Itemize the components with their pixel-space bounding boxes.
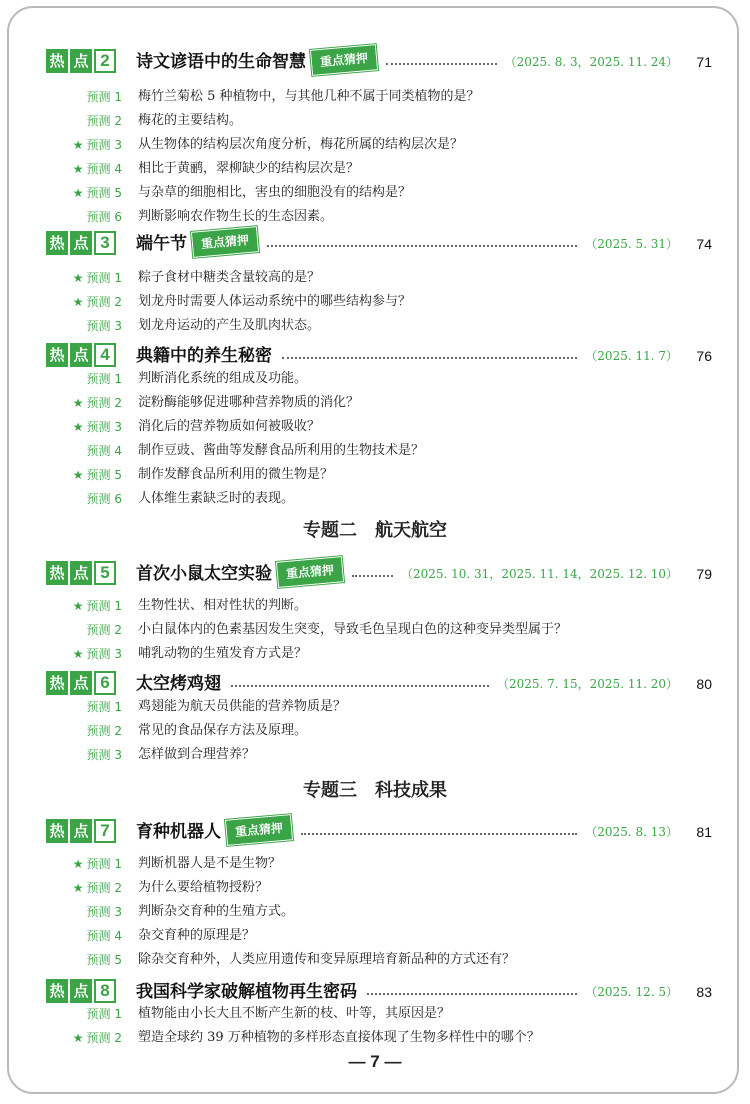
prediction-item[interactable] xyxy=(60,1027,720,1049)
prediction-label xyxy=(60,925,122,947)
badge-dian: 点 xyxy=(70,231,92,255)
dot-leader xyxy=(367,978,577,995)
prediction-text: 怎样做到合理营养？ xyxy=(138,747,256,762)
star-icon: ★ xyxy=(72,857,84,871)
prediction-label xyxy=(60,315,122,337)
prediction-item[interactable] xyxy=(60,110,720,132)
hot-topic-title xyxy=(136,560,342,588)
hot-topic-header[interactable] xyxy=(46,670,712,698)
prediction-item[interactable] xyxy=(60,643,720,665)
hot-topic-header[interactable] xyxy=(46,978,712,1006)
badge-number: 2 xyxy=(94,49,116,73)
prediction-label-text: 预测 3 xyxy=(86,748,122,762)
prediction-label-text: 预测 3 xyxy=(86,319,122,333)
prediction-item[interactable] xyxy=(60,315,720,337)
badge-number: 8 xyxy=(94,979,116,1003)
hot-topic-header[interactable] xyxy=(46,230,712,258)
prediction-text: 梅花的主要结构。 xyxy=(138,113,243,128)
prediction-label xyxy=(60,86,122,108)
star-icon: ★ xyxy=(72,295,84,309)
hot-topic-title-text: 诗文谚语中的生命智慧 xyxy=(136,52,306,72)
prediction-label xyxy=(60,595,122,617)
hot-topic-badge xyxy=(46,561,116,585)
badge-re: 热 xyxy=(46,979,68,1003)
prediction-text: 为什么要给植物授粉？ xyxy=(138,880,269,895)
badge-dian: 点 xyxy=(70,49,92,73)
key-prediction-stamp: 重点猜押 xyxy=(226,815,292,844)
prediction-label xyxy=(60,267,122,289)
prediction-label xyxy=(60,1027,122,1049)
hot-topic-title xyxy=(136,342,272,370)
prediction-text: 植物能由小长大且不断产生新的枝、叶等，其原因是？ xyxy=(138,1006,451,1021)
star-icon: ★ xyxy=(72,420,84,434)
hot-topic-header[interactable] xyxy=(46,342,712,370)
page-ref[interactable]: 71 xyxy=(696,54,712,70)
prediction-item[interactable] xyxy=(60,86,720,108)
prediction-label-text: 预测 3 xyxy=(86,905,122,919)
hot-topic-header[interactable] xyxy=(46,48,712,76)
prediction-label xyxy=(60,949,122,971)
prediction-item[interactable] xyxy=(60,720,720,742)
prediction-item[interactable] xyxy=(60,744,720,766)
prediction-item[interactable] xyxy=(60,267,720,289)
prediction-label xyxy=(60,720,122,742)
badge-dian: 点 xyxy=(70,343,92,367)
hot-topic-title-text: 育种机器人 xyxy=(136,822,221,842)
star-icon: ★ xyxy=(72,396,84,410)
topic-heading: 专题三 科技成果 xyxy=(303,780,447,801)
prediction-label-text: 预测 3 xyxy=(86,138,122,152)
page-ref[interactable]: 80 xyxy=(696,676,712,692)
exam-dates: （2025. 7. 15，2025. 11. 20） xyxy=(496,677,678,691)
prediction-label-text: 预测 4 xyxy=(86,444,122,458)
prediction-label-text: 预测 5 xyxy=(86,468,122,482)
prediction-text: 哺乳动物的生殖发育方式是？ xyxy=(138,646,308,661)
prediction-text: 杂交育种的原理是？ xyxy=(138,928,256,943)
badge-dian: 点 xyxy=(70,671,92,695)
prediction-label xyxy=(60,110,122,132)
page-ref[interactable]: 76 xyxy=(696,348,712,364)
prediction-text: 与杂草的细胞相比，害虫的细胞没有的结构是？ xyxy=(138,185,412,200)
prediction-label xyxy=(60,291,122,313)
prediction-label-text: 预测 2 xyxy=(86,881,122,895)
hot-topic-title xyxy=(136,48,376,76)
prediction-label-text: 预测 2 xyxy=(86,1031,122,1045)
prediction-label-text: 预测 5 xyxy=(86,953,122,967)
hot-topic-badge xyxy=(46,231,116,255)
prediction-label-text: 预测 2 xyxy=(86,114,122,128)
prediction-label xyxy=(60,744,122,766)
prediction-label xyxy=(60,392,122,414)
hot-topic-badge xyxy=(46,343,116,367)
prediction-label-text: 预测 2 xyxy=(86,623,122,637)
dot-leader xyxy=(301,818,577,835)
prediction-label-text: 预测 1 xyxy=(86,700,122,714)
hot-topic-title-text: 我国科学家破解植物再生密码 xyxy=(136,982,357,1002)
prediction-label-text: 预测 1 xyxy=(86,1007,122,1021)
star-icon: ★ xyxy=(72,138,84,152)
prediction-label xyxy=(60,206,122,228)
prediction-text: 划龙舟时需要人体运动系统中的哪些结构参与？ xyxy=(138,294,412,309)
prediction-label xyxy=(60,901,122,923)
dot-leader xyxy=(267,230,577,247)
badge-dian: 点 xyxy=(70,819,92,843)
page-number: — 7 — xyxy=(348,1052,402,1071)
prediction-label-text: 预测 4 xyxy=(86,162,122,176)
badge-number: 3 xyxy=(94,231,116,255)
prediction-item[interactable] xyxy=(60,925,720,947)
hot-topic-title xyxy=(136,978,357,1006)
hot-topic-badge xyxy=(46,819,116,843)
prediction-text: 判断机器人是不是生物？ xyxy=(138,856,282,871)
prediction-label xyxy=(60,643,122,665)
badge-number: 4 xyxy=(94,343,116,367)
badge-re: 热 xyxy=(46,819,68,843)
prediction-text: 塑造全球约 39 万种植物的多样形态直接体现了生物多样性中的哪个？ xyxy=(138,1030,540,1045)
prediction-label xyxy=(60,182,122,204)
prediction-text: 小白鼠体内的色素基因发生突变，导致毛色呈现白色的这种变异类型属于？ xyxy=(138,622,568,637)
prediction-label xyxy=(60,416,122,438)
page-ref[interactable]: 79 xyxy=(696,566,712,582)
prediction-text: 判断影响农作物生长的生态因素。 xyxy=(138,209,334,224)
prediction-label xyxy=(60,619,122,641)
prediction-label xyxy=(60,488,122,510)
prediction-label-text: 预测 5 xyxy=(86,186,122,200)
prediction-item[interactable] xyxy=(60,595,720,617)
prediction-label-text: 预测 4 xyxy=(86,929,122,943)
prediction-label xyxy=(60,134,122,156)
prediction-text: 淀粉酶能够促进哪种营养物质的消化？ xyxy=(138,395,360,410)
star-icon: ★ xyxy=(72,186,84,200)
hot-topic-badge xyxy=(46,49,116,73)
star-icon: ★ xyxy=(72,271,84,285)
prediction-text: 生物性状、相对性状的判断。 xyxy=(138,598,308,613)
prediction-label-text: 预测 1 xyxy=(86,857,122,871)
prediction-label-text: 预测 2 xyxy=(86,295,122,309)
prediction-text: 鸡翅能为航天员供能的营养物质是？ xyxy=(138,699,347,714)
hot-topic-title-text: 典籍中的养生秘密 xyxy=(136,346,272,366)
hot-topic-badge xyxy=(46,979,116,1003)
badge-re: 热 xyxy=(46,671,68,695)
star-icon: ★ xyxy=(72,162,84,176)
badge-re: 热 xyxy=(46,343,68,367)
prediction-label-text: 预测 2 xyxy=(86,396,122,410)
hot-topic-header[interactable] xyxy=(46,818,712,846)
page-ref[interactable]: 83 xyxy=(696,984,712,1000)
prediction-text: 相比于黄鹂，翠柳缺少的结构层次是？ xyxy=(138,161,360,176)
exam-dates: （2025. 10. 31，2025. 11. 14，2025. 12. 10） xyxy=(400,567,678,581)
prediction-item[interactable] xyxy=(60,182,720,204)
prediction-text: 判断杂交育种的生殖方式。 xyxy=(138,904,295,919)
prediction-text: 梅竹兰菊松 5 种植物中，与其他几种不属于同类植物的是？ xyxy=(138,89,480,104)
prediction-item[interactable] xyxy=(60,392,720,414)
prediction-item[interactable] xyxy=(60,877,720,899)
prediction-text: 粽子食材中糖类含量较高的是？ xyxy=(138,270,321,285)
prediction-item[interactable] xyxy=(60,1003,720,1025)
exam-dates: （2025. 11. 7） xyxy=(585,349,678,363)
prediction-label-text: 预测 6 xyxy=(86,492,122,506)
badge-dian: 点 xyxy=(70,561,92,585)
hot-topic-badge xyxy=(46,671,116,695)
prediction-item[interactable] xyxy=(60,416,720,438)
prediction-label xyxy=(60,440,122,462)
badge-re: 热 xyxy=(46,561,68,585)
prediction-text: 判断消化系统的组成及功能。 xyxy=(138,371,308,386)
dot-leader xyxy=(352,560,393,577)
prediction-label-text: 预测 1 xyxy=(86,90,122,104)
prediction-label xyxy=(60,877,122,899)
prediction-item[interactable] xyxy=(60,619,720,641)
prediction-text: 从生物体的结构层次角度分析，梅花所属的结构层次是？ xyxy=(138,137,464,152)
hot-topic-title-text: 太空烤鸡翅 xyxy=(136,674,221,694)
prediction-text: 划龙舟运动的产生及肌肉状态。 xyxy=(138,318,321,333)
prediction-item[interactable] xyxy=(60,488,720,510)
prediction-label-text: 预测 1 xyxy=(86,372,122,386)
exam-dates: （2025. 8. 3，2025. 11. 24） xyxy=(504,55,678,69)
prediction-item[interactable] xyxy=(60,696,720,718)
prediction-label-text: 预测 3 xyxy=(86,420,122,434)
badge-number: 7 xyxy=(94,819,116,843)
exam-dates: （2025. 8. 13） xyxy=(585,825,678,839)
star-icon: ★ xyxy=(72,881,84,895)
key-prediction-stamp: 重点猜押 xyxy=(277,557,343,586)
prediction-text: 除杂交育种外，人类应用遗传和变异原理培育新品种的方式还有？ xyxy=(138,952,516,967)
hot-topic-title xyxy=(136,230,257,258)
prediction-label xyxy=(60,158,122,180)
prediction-label-text: 预测 6 xyxy=(86,210,122,224)
star-icon: ★ xyxy=(72,1031,84,1045)
page-ref[interactable]: 81 xyxy=(696,824,712,840)
badge-number: 6 xyxy=(94,671,116,695)
dot-leader xyxy=(231,670,489,687)
exam-dates: （2025. 12. 5） xyxy=(585,985,678,999)
dot-leader xyxy=(282,342,577,359)
key-prediction-stamp: 重点猜押 xyxy=(192,227,258,256)
prediction-label-text: 预测 1 xyxy=(86,271,122,285)
prediction-item[interactable] xyxy=(60,158,720,180)
hot-topic-title xyxy=(136,670,221,698)
prediction-label xyxy=(60,853,122,875)
prediction-text: 制作豆豉、酱曲等发酵食品所利用的生物技术是？ xyxy=(138,443,425,458)
prediction-item[interactable] xyxy=(60,464,720,486)
prediction-text: 制作发酵食品所利用的微生物是？ xyxy=(138,467,334,482)
hot-topic-title-text: 首次小鼠太空实验 xyxy=(136,564,272,584)
badge-dian: 点 xyxy=(70,979,92,1003)
prediction-label xyxy=(60,368,122,390)
prediction-item[interactable] xyxy=(60,440,720,462)
prediction-item[interactable] xyxy=(60,206,720,228)
prediction-item[interactable] xyxy=(60,291,720,313)
star-icon: ★ xyxy=(72,599,84,613)
prediction-label-text: 预测 3 xyxy=(86,647,122,661)
prediction-item[interactable] xyxy=(60,901,720,923)
badge-re: 热 xyxy=(46,231,68,255)
page-ref[interactable]: 74 xyxy=(696,236,712,252)
dot-leader xyxy=(386,48,497,65)
exam-dates: （2025. 5. 31） xyxy=(585,237,678,251)
prediction-label-text: 预测 1 xyxy=(86,599,122,613)
badge-number: 5 xyxy=(94,561,116,585)
prediction-item[interactable] xyxy=(60,853,720,875)
star-icon: ★ xyxy=(72,647,84,661)
prediction-label xyxy=(60,696,122,718)
key-prediction-stamp: 重点猜押 xyxy=(311,45,377,74)
prediction-label-text: 预测 2 xyxy=(86,724,122,738)
badge-re: 热 xyxy=(46,49,68,73)
prediction-item[interactable] xyxy=(60,134,720,156)
prediction-item[interactable] xyxy=(60,949,720,971)
prediction-label xyxy=(60,464,122,486)
prediction-text: 消化后的营养物质如何被吸收？ xyxy=(138,419,321,434)
prediction-text: 常见的食品保存方法及原理。 xyxy=(138,723,308,738)
prediction-item[interactable] xyxy=(60,368,720,390)
hot-topic-title xyxy=(136,818,291,846)
prediction-label xyxy=(60,1003,122,1025)
topic-heading: 专题二 航天航空 xyxy=(303,520,447,541)
prediction-text: 人体维生素缺乏时的表现。 xyxy=(138,491,295,506)
hot-topic-title-text: 端午节 xyxy=(136,234,187,254)
hot-topic-header[interactable] xyxy=(46,560,712,588)
star-icon: ★ xyxy=(72,468,84,482)
